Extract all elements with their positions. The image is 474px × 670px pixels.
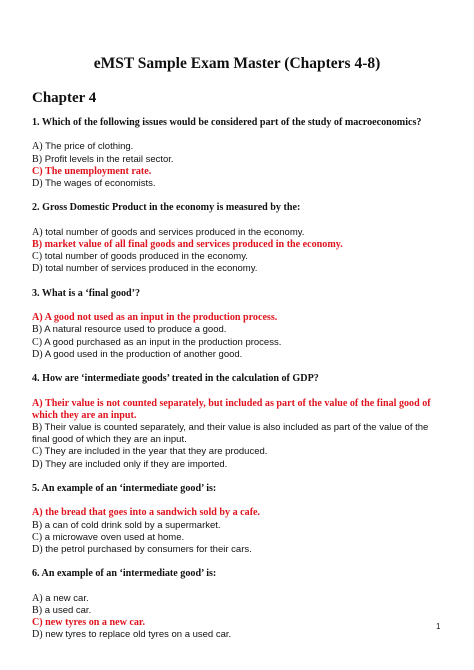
answer-label: A) xyxy=(32,226,43,238)
answer-option xyxy=(32,629,442,641)
answer-option xyxy=(32,544,442,556)
answer-label: C) xyxy=(32,617,43,629)
answer-label: D) xyxy=(32,348,43,360)
answer-label: B) xyxy=(32,421,43,433)
answer-label: D) xyxy=(32,178,43,189)
answer-text: The unemployment rate. xyxy=(42,165,152,177)
answer-text: a microwave oven used at home. xyxy=(42,531,185,543)
answer-option xyxy=(32,154,442,166)
question-4 xyxy=(32,373,442,471)
question-2 xyxy=(32,202,442,275)
answer-text: Their value is not counted separately, but included as part of the value of the final good of which they are an input. xyxy=(32,397,431,421)
answer-option xyxy=(32,227,442,239)
answer-text: Their value is counted separately, and their value is also included as part of the value of the final good of which they are an input. xyxy=(32,421,429,446)
answer-option xyxy=(32,605,442,617)
answer-label: A) xyxy=(32,592,43,604)
answer-text: A good purchased as an input in the production process. xyxy=(42,336,282,348)
answer-text: The price of clothing. xyxy=(42,141,134,153)
answer-label: B) xyxy=(32,153,43,165)
answer-option xyxy=(32,532,442,544)
answer-label: C) xyxy=(32,531,43,543)
answer-text: total number of goods produced in the economy. xyxy=(42,251,248,263)
answer-label: B) xyxy=(32,238,43,250)
answer-option xyxy=(32,349,442,361)
answer-label: A) xyxy=(32,397,43,409)
answer-label: C) xyxy=(32,251,43,263)
question-3 xyxy=(32,288,442,361)
answer-option xyxy=(32,263,442,275)
answer-label: A) xyxy=(32,312,43,324)
answer-text: new tyres on a new car. xyxy=(42,617,145,629)
question-5 xyxy=(32,483,442,556)
answer-text: a can of cold drink sold by a supermarket. xyxy=(42,519,221,531)
answer-label: C) xyxy=(32,336,43,348)
answer-text: a new car. xyxy=(42,592,89,604)
question-text: 5. An example of an ‘intermediate good’ is: xyxy=(32,482,217,494)
answer-label: D) xyxy=(32,263,43,275)
answer-option xyxy=(32,593,442,605)
document-title: eMST Sample Exam Master (Chapters 4-8) xyxy=(93,55,381,72)
correct-answer-option xyxy=(32,239,442,251)
answer-label: D) xyxy=(32,543,43,555)
answer-text: A good not used as an input in the production process. xyxy=(42,312,278,324)
page-number: 1 xyxy=(436,622,441,631)
correct-answer-option xyxy=(32,398,442,422)
answer-text: a used car. xyxy=(42,604,92,616)
answer-text: A good used in the production of another good. xyxy=(42,348,243,360)
answer-text: total number of services produced in the economy. xyxy=(42,263,258,275)
question-text: 6. An example of an ‘intermediate good’ is: xyxy=(32,568,217,580)
correct-answer-option xyxy=(32,166,442,178)
answer-text: new tyres to replace old tyres on a used car. xyxy=(42,629,232,641)
answer-option xyxy=(32,520,442,532)
answer-text: They are included only if they are imported. xyxy=(42,458,228,470)
answer-option xyxy=(32,337,442,349)
answer-option xyxy=(32,141,442,153)
answer-label: C) xyxy=(32,165,43,177)
answer-option xyxy=(32,446,442,458)
answer-label: A) xyxy=(32,141,43,153)
correct-answer-option xyxy=(32,507,442,519)
answer-option xyxy=(32,324,442,336)
question-text: 3. What is a ‘final good’? xyxy=(32,287,141,299)
answer-option xyxy=(32,459,442,471)
question-6 xyxy=(32,568,442,641)
answer-text: A natural resource used to produce a good. xyxy=(42,324,227,336)
question-text: 2. Gross Domestic Product in the economy is measured by the: xyxy=(32,202,301,214)
question-text: 4. How are ‘intermediate goods’ treated in the calculation of GDP? xyxy=(32,373,319,385)
answer-text: the bread that goes into a sandwich sold by a cafe. xyxy=(42,507,261,519)
answer-text: the petrol purchased by consumers for their cars. xyxy=(42,543,252,555)
answer-option xyxy=(32,251,442,263)
question-text: 1. Which of the following issues would be considered part of the study of macroeconomics? xyxy=(32,117,422,128)
answer-text: total number of goods and services produced in the economy. xyxy=(42,226,305,238)
answer-option xyxy=(32,422,442,446)
answer-text: The wages of economists. xyxy=(42,178,156,189)
answer-label: B) xyxy=(32,324,43,336)
answer-text: They are included in the year that they are produced. xyxy=(42,446,268,458)
correct-answer-option xyxy=(32,312,442,324)
chapter-heading: Chapter 4 xyxy=(32,90,97,106)
answer-label: D) xyxy=(32,458,43,470)
answer-text: market value of all final goods and services produced in the economy. xyxy=(42,238,343,250)
correct-answer-option xyxy=(32,617,442,629)
answer-label: C) xyxy=(32,446,43,458)
question-list xyxy=(32,117,442,654)
answer-label: B) xyxy=(32,519,43,531)
answer-label: B) xyxy=(32,604,43,616)
question-1 xyxy=(32,117,442,190)
answer-option xyxy=(32,178,442,190)
answer-text: Profit levels in the retail sector. xyxy=(42,153,174,165)
answer-label: A) xyxy=(32,507,43,519)
answer-label: D) xyxy=(32,629,43,641)
